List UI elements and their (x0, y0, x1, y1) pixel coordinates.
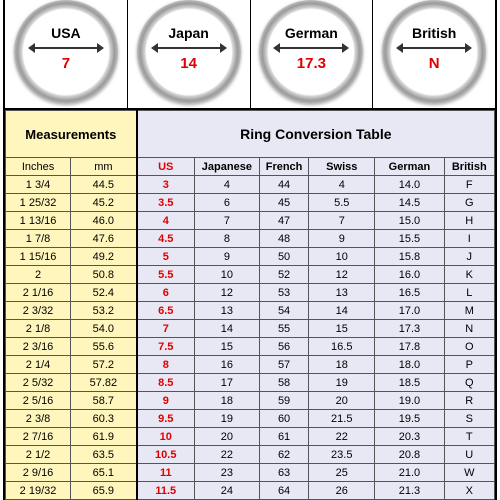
swiss-size-cell: 19 (309, 374, 375, 392)
table-row (6, 248, 495, 266)
british-size-cell: R (444, 392, 494, 410)
british-size-cell: W (444, 464, 494, 482)
british-size-cell: Q (444, 374, 494, 392)
inches-cell: 1 3/4 (6, 176, 71, 194)
ring-size-header (5, 0, 495, 110)
japanese-size-cell: 7 (194, 212, 259, 230)
french-size-cell: 60 (259, 410, 308, 428)
ring-cell-british (373, 0, 495, 108)
mm-cell: 44.5 (71, 176, 137, 194)
conversion-table (5, 110, 495, 500)
swiss-size-cell: 14 (309, 302, 375, 320)
mm-cell: 47.6 (71, 230, 137, 248)
swiss-size-cell: 4 (309, 176, 375, 194)
german-size-cell: 20.3 (375, 428, 444, 446)
french-size-cell: 48 (259, 230, 308, 248)
table-row (6, 230, 495, 248)
german-size-cell: 14.5 (375, 194, 444, 212)
japanese-size-cell: 15 (194, 338, 259, 356)
japanese-size-cell: 12 (194, 284, 259, 302)
double-arrow-icon (157, 47, 221, 49)
german-size-cell: 18.5 (375, 374, 444, 392)
french-size-cell: 50 (259, 248, 308, 266)
table-row (6, 446, 495, 464)
column-header-swiss: Swiss (309, 158, 375, 176)
us-size-cell: 9 (137, 392, 195, 410)
ring-value-german: 17.3 (296, 55, 326, 72)
german-size-cell: 17.0 (375, 302, 444, 320)
french-size-cell: 57 (259, 356, 308, 374)
double-arrow-icon (402, 47, 466, 49)
german-size-cell: 15.0 (375, 212, 444, 230)
japanese-size-cell: 4 (194, 176, 259, 194)
swiss-size-cell: 7 (309, 212, 375, 230)
ring-value-japan: 14 (180, 55, 197, 72)
column-header-mm: mm (71, 158, 137, 176)
us-size-cell: 3 (137, 176, 195, 194)
ring-value-british: N (428, 55, 440, 72)
mm-cell: 54.0 (71, 320, 137, 338)
british-size-cell: P (444, 356, 494, 374)
us-size-cell: 6 (137, 284, 195, 302)
french-size-cell: 58 (259, 374, 308, 392)
column-header-french: French (259, 158, 308, 176)
table-row (6, 464, 495, 482)
ring-label-german: German (284, 25, 338, 41)
german-size-cell: 15.8 (375, 248, 444, 266)
swiss-size-cell: 15 (309, 320, 375, 338)
japanese-size-cell: 22 (194, 446, 259, 464)
german-size-cell: 16.5 (375, 284, 444, 302)
mm-cell: 49.2 (71, 248, 137, 266)
us-size-cell: 6.5 (137, 302, 195, 320)
german-size-cell: 18.0 (375, 356, 444, 374)
swiss-size-cell: 9 (309, 230, 375, 248)
british-size-cell: X (444, 482, 494, 500)
french-size-cell: 55 (259, 320, 308, 338)
mm-cell: 55.6 (71, 338, 137, 356)
inches-cell: 2 3/16 (6, 338, 71, 356)
table-row (6, 176, 495, 194)
table-row (6, 320, 495, 338)
us-size-cell: 4 (137, 212, 195, 230)
table-row (6, 284, 495, 302)
us-size-cell: 9.5 (137, 410, 195, 428)
column-header-us: US (137, 158, 195, 176)
mm-cell: 58.7 (71, 392, 137, 410)
us-size-cell: 5 (137, 248, 195, 266)
column-header-british: British (444, 158, 494, 176)
swiss-size-cell: 13 (309, 284, 375, 302)
column-header-japanese: Japanese (194, 158, 259, 176)
ring-cell-japan (128, 0, 251, 108)
table-title: Ring Conversion Table (137, 111, 495, 158)
ring-conversion-chart (3, 0, 497, 500)
us-size-cell: 8.5 (137, 374, 195, 392)
swiss-size-cell: 5.5 (309, 194, 375, 212)
inches-cell: 2 (6, 266, 71, 284)
british-size-cell: U (444, 446, 494, 464)
british-size-cell: F (444, 176, 494, 194)
swiss-size-cell: 20 (309, 392, 375, 410)
british-size-cell: N (444, 320, 494, 338)
mm-cell: 65.9 (71, 482, 137, 500)
french-size-cell: 54 (259, 302, 308, 320)
french-size-cell: 56 (259, 338, 308, 356)
german-size-cell: 16.0 (375, 266, 444, 284)
table-row (6, 392, 495, 410)
german-size-cell: 14.0 (375, 176, 444, 194)
swiss-size-cell: 22 (309, 428, 375, 446)
swiss-size-cell: 10 (309, 248, 375, 266)
mm-cell: 45.2 (71, 194, 137, 212)
french-size-cell: 52 (259, 266, 308, 284)
inches-cell: 1 13/16 (6, 212, 71, 230)
mm-cell: 53.2 (71, 302, 137, 320)
inches-cell: 2 5/32 (6, 374, 71, 392)
inches-cell: 2 1/8 (6, 320, 71, 338)
british-size-cell: K (444, 266, 494, 284)
inches-cell: 2 7/16 (6, 428, 71, 446)
ring-label-british: British (411, 25, 457, 41)
mm-cell: 52.4 (71, 284, 137, 302)
ring-label-usa: USA (51, 25, 81, 41)
french-size-cell: 63 (259, 464, 308, 482)
british-size-cell: T (444, 428, 494, 446)
column-header-inches: Inches (6, 158, 71, 176)
table-row (6, 212, 495, 230)
us-size-cell: 7.5 (137, 338, 195, 356)
inches-cell: 2 1/16 (6, 284, 71, 302)
mm-cell: 63.5 (71, 446, 137, 464)
british-size-cell: H (444, 212, 494, 230)
mm-cell: 50.8 (71, 266, 137, 284)
inches-cell: 1 15/16 (6, 248, 71, 266)
us-size-cell: 8 (137, 356, 195, 374)
inches-cell: 2 3/32 (6, 302, 71, 320)
swiss-size-cell: 26 (309, 482, 375, 500)
us-size-cell: 10 (137, 428, 195, 446)
french-size-cell: 47 (259, 212, 308, 230)
british-size-cell: I (444, 230, 494, 248)
table-row (6, 302, 495, 320)
measurements-header: Measurements (6, 111, 137, 158)
british-size-cell: L (444, 284, 494, 302)
french-size-cell: 64 (259, 482, 308, 500)
swiss-size-cell: 23.5 (309, 446, 375, 464)
british-size-cell: S (444, 410, 494, 428)
column-header-row (6, 158, 495, 176)
japanese-size-cell: 18 (194, 392, 259, 410)
table-row (6, 482, 495, 500)
inches-cell: 1 25/32 (6, 194, 71, 212)
inches-cell: 2 5/16 (6, 392, 71, 410)
mm-cell: 46.0 (71, 212, 137, 230)
british-size-cell: J (444, 248, 494, 266)
french-size-cell: 59 (259, 392, 308, 410)
inches-cell: 2 1/4 (6, 356, 71, 374)
ring-cell-german (251, 0, 374, 108)
mm-cell: 57.2 (71, 356, 137, 374)
double-arrow-icon (34, 47, 98, 49)
japanese-size-cell: 20 (194, 428, 259, 446)
table-row (6, 266, 495, 284)
inches-cell: 1 7/8 (6, 230, 71, 248)
japanese-size-cell: 24 (194, 482, 259, 500)
german-size-cell: 20.8 (375, 446, 444, 464)
table-row (6, 428, 495, 446)
german-size-cell: 21.3 (375, 482, 444, 500)
us-size-cell: 10.5 (137, 446, 195, 464)
ring-value-usa: 7 (61, 55, 71, 72)
inches-cell: 2 9/16 (6, 464, 71, 482)
inches-cell: 2 3/8 (6, 410, 71, 428)
german-size-cell: 19.5 (375, 410, 444, 428)
french-size-cell: 53 (259, 284, 308, 302)
german-size-cell: 15.5 (375, 230, 444, 248)
mm-cell: 57.82 (71, 374, 137, 392)
japanese-size-cell: 6 (194, 194, 259, 212)
british-size-cell: M (444, 302, 494, 320)
british-size-cell: O (444, 338, 494, 356)
french-size-cell: 45 (259, 194, 308, 212)
french-size-cell: 62 (259, 446, 308, 464)
us-size-cell: 3.5 (137, 194, 195, 212)
french-size-cell: 44 (259, 176, 308, 194)
german-size-cell: 17.8 (375, 338, 444, 356)
german-size-cell: 21.0 (375, 464, 444, 482)
japanese-size-cell: 17 (194, 374, 259, 392)
japanese-size-cell: 8 (194, 230, 259, 248)
japanese-size-cell: 10 (194, 266, 259, 284)
inches-cell: 2 1/2 (6, 446, 71, 464)
japanese-size-cell: 9 (194, 248, 259, 266)
japanese-size-cell: 13 (194, 302, 259, 320)
us-size-cell: 5.5 (137, 266, 195, 284)
german-size-cell: 19.0 (375, 392, 444, 410)
table-row (6, 356, 495, 374)
japanese-size-cell: 19 (194, 410, 259, 428)
british-size-cell: G (444, 194, 494, 212)
french-size-cell: 61 (259, 428, 308, 446)
mm-cell: 60.3 (71, 410, 137, 428)
japanese-size-cell: 14 (194, 320, 259, 338)
ring-cell-usa (5, 0, 128, 108)
double-arrow-icon (279, 47, 343, 49)
german-size-cell: 17.3 (375, 320, 444, 338)
japanese-size-cell: 23 (194, 464, 259, 482)
us-size-cell: 11.5 (137, 482, 195, 500)
us-size-cell: 11 (137, 464, 195, 482)
mm-cell: 61.9 (71, 428, 137, 446)
table-row (6, 338, 495, 356)
us-size-cell: 7 (137, 320, 195, 338)
table-row (6, 410, 495, 428)
swiss-size-cell: 16.5 (309, 338, 375, 356)
swiss-size-cell: 25 (309, 464, 375, 482)
table-row (6, 194, 495, 212)
swiss-size-cell: 21.5 (309, 410, 375, 428)
us-size-cell: 4.5 (137, 230, 195, 248)
mm-cell: 65.1 (71, 464, 137, 482)
ring-label-japan: Japan (168, 25, 209, 41)
inches-cell: 2 19/32 (6, 482, 71, 500)
japanese-size-cell: 16 (194, 356, 259, 374)
column-header-german: German (375, 158, 444, 176)
swiss-size-cell: 18 (309, 356, 375, 374)
swiss-size-cell: 12 (309, 266, 375, 284)
table-title-row (6, 111, 495, 158)
table-row (6, 374, 495, 392)
